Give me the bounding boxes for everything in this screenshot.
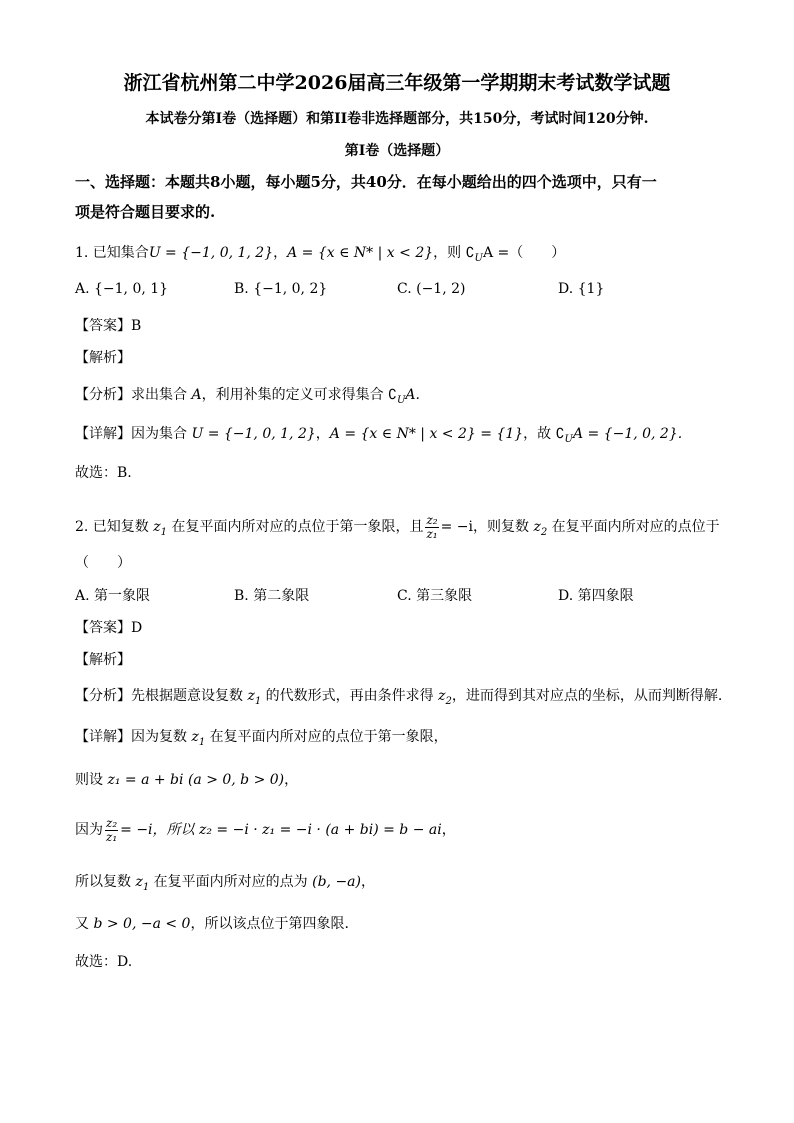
q2-fenxi-b: 的代数形式，再由条件求得 <box>261 688 439 704</box>
exam-info: 本试卷分第I卷（选择题）和第II卷非选择题部分，共150分，考试时间120分钟. <box>145 111 649 127</box>
q2-fenxi-z1-sub: 1 <box>254 695 262 707</box>
q1-xiangjie-sub: U <box>564 433 573 445</box>
q2-option-c[interactable]: C. 第三象限 <box>397 588 473 604</box>
q2-fenxi-tag: 【分析】 <box>75 688 131 704</box>
part-heading: 第I卷（选择题） <box>344 143 450 159</box>
q2-step3-c: ， <box>361 874 375 890</box>
q2-step4 <box>75 914 349 934</box>
q2-fenxi <box>75 686 722 712</box>
q2-step1-b: ， <box>284 772 299 788</box>
q1-xiangjie-u: U = {−1, 0, 1, 2} <box>191 426 316 442</box>
q2-xiangjie-z1-sub: 1 <box>198 736 206 748</box>
q1-answer <box>75 316 141 336</box>
q2-fraction-den: z₁ <box>426 526 438 541</box>
q1-answer-tag: 【答案】 <box>75 318 131 334</box>
q1-fenxi-a: 求出集合 <box>131 387 192 403</box>
q1-set-a: A = {x ∈ N* | x < 2} <box>287 245 434 261</box>
q2-step2-fraction-num: z₂ <box>106 815 118 830</box>
q2-z1: z <box>153 519 161 535</box>
q2-step4-eq: b > 0, −a < 0 <box>93 916 191 932</box>
q2-z2: z <box>533 519 541 535</box>
q1-fenxi-b: ，利用补集的定义可求得集合 ∁ <box>201 387 397 403</box>
q1-fenxi-var: A <box>191 387 202 403</box>
q2-fenxi-z1: z <box>247 688 255 704</box>
q1-stem <box>75 243 565 269</box>
q2-step3-z1: z <box>135 874 143 890</box>
q2-step1-eq: z₁ = a + bi (a > 0, b > 0) <box>107 772 285 788</box>
q2-step2-fraction-den: z₁ <box>106 829 118 844</box>
q2-step1 <box>75 770 298 790</box>
q1-xiangjie-set: A = {x ∈ N* | x < 2} = {1} <box>329 426 524 442</box>
q2-z1-sub: 1 <box>160 526 168 538</box>
q1-stem-end: A =（ ） <box>482 245 566 261</box>
q2-xiangjie-tag: 【详解】 <box>75 729 131 745</box>
q1-option-a[interactable]: A. {−1, 0, 1} <box>75 281 169 297</box>
q2-step2-b: ， <box>441 822 456 838</box>
q1-analysis-tag: 【解析】 <box>75 350 131 366</box>
q2-step2-eq: = −i，所以 z₂ = −i · z₁ = −i · (a + bi) = b − ai <box>120 822 442 838</box>
section-instructions-line2: 项是符合题目要求的. <box>75 203 216 221</box>
q2-option-b[interactable]: B. 第二象限 <box>234 588 310 604</box>
q2-z2-sub: 2 <box>540 526 548 538</box>
q2-option-d[interactable]: D. 第四象限 <box>558 588 634 604</box>
q1-fenxi-tag: 【分析】 <box>75 387 131 403</box>
q1-xiangjie <box>75 424 682 450</box>
q1-xiangjie-tag: 【详解】 <box>75 426 131 442</box>
q1-comma: ， <box>273 245 288 261</box>
q2-step2 <box>75 813 456 847</box>
q2-stem-mid: 在复平面内所对应的点位于第一象限，且 <box>167 519 424 535</box>
q2-step3 <box>75 872 375 898</box>
q1-xiangjie-d: A = {−1, 0, 2}. <box>572 426 683 442</box>
q1-fenxi-c: A. <box>405 387 420 403</box>
q1-stem-prefix: 1. 已知集合 <box>75 245 149 261</box>
q2-fraction <box>425 514 438 541</box>
q1-answer-value: B <box>131 318 142 334</box>
q2-step1-a: 则设 <box>75 772 108 788</box>
q2-fenxi-z2-sub: 2 <box>445 695 452 707</box>
section-instructions-line1: 一、选择题：本题共8小题，每小题5分，共40分．在每小题给出的四个选项中，只有一 <box>75 173 657 191</box>
q2-xiangjie-a: 因为复数 <box>131 729 192 745</box>
q2-stem-c: = −i，则复数 <box>440 519 534 535</box>
q1-conclusion: 故选：B. <box>75 465 132 481</box>
q2-fenxi-c: ，进而得到其对应点的坐标，从而判断得解. <box>451 688 723 704</box>
q1-fenxi-sub: U <box>396 394 406 406</box>
q1-set-u: U = {−1, 0, 1, 2} <box>148 245 274 261</box>
q2-step3-a: 所以复数 <box>75 874 136 890</box>
q2-answer-tag: 【答案】 <box>75 620 131 636</box>
q1-fenxi <box>75 385 420 411</box>
q2-step3-b: 在复平面内所对应的点为 <box>149 874 313 890</box>
q1-option-b[interactable]: B. {−1, 0, 2} <box>234 281 328 297</box>
q2-xiangjie-b: 在复平面内所对应的点位于第一象限， <box>205 729 448 745</box>
q2-answer <box>75 618 142 638</box>
q1-xiangjie-c: ，故 ∁ <box>523 426 565 442</box>
q2-fraction-num: z₂ <box>426 512 438 527</box>
q2-option-a[interactable]: A. 第一象限 <box>75 588 151 604</box>
q2-paren: （ ） <box>75 555 131 571</box>
q2-step3-point: (b, −a) <box>312 874 361 890</box>
q2-fenxi-a: 先根据题意设复数 <box>131 688 248 704</box>
q2-conclusion: 故选：D. <box>75 954 133 970</box>
q1-stem-mid: ，则 ∁ <box>433 245 475 261</box>
q2-step4-a: 又 <box>75 916 94 932</box>
q1-option-d[interactable]: D. {1} <box>558 281 605 297</box>
q2-xiangjie-z1: z <box>191 729 199 745</box>
q2-analysis-tag: 【解析】 <box>75 652 131 668</box>
q2-xiangjie <box>75 727 448 753</box>
exam-title: 浙江省杭州第二中学2026届高三年级第一学期期末考试数学试题 <box>123 72 671 94</box>
q2-stem <box>75 510 720 544</box>
q1-xiangjie-a: 因为集合 <box>131 426 192 442</box>
q1-option-c[interactable]: C. (−1, 2) <box>397 281 466 297</box>
q2-stem-prefix: 2. 已知复数 <box>75 519 154 535</box>
q2-step2-fraction <box>105 817 118 844</box>
q2-step2-a: 因为 <box>75 822 103 838</box>
q1-xiangjie-b: ， <box>315 426 330 442</box>
q2-stem-d: 在复平面内所对应的点位于 <box>547 519 720 535</box>
q2-step3-z1-sub: 1 <box>142 881 150 893</box>
q2-fenxi-z2: z <box>438 688 446 704</box>
q2-answer-value: D <box>131 620 143 636</box>
q2-step4-b: ，所以该点位于第四象限. <box>190 916 349 932</box>
q1-stem-sub: U <box>474 252 483 264</box>
